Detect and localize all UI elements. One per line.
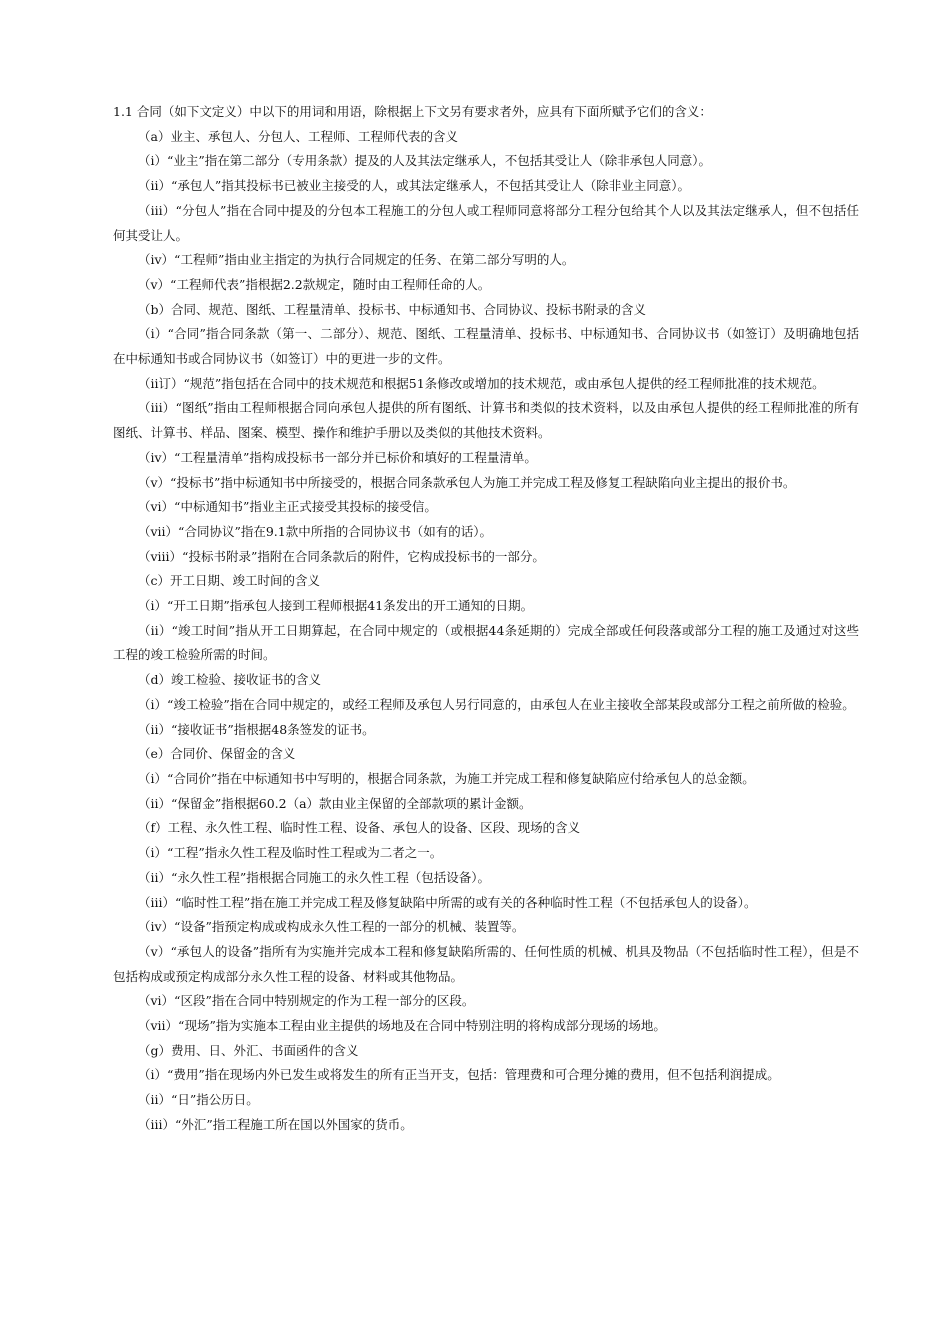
paragraph: （vi）“中标通知书”指业主正式接受其投标的接受信。 — [138, 499, 437, 515]
paragraph: （vii）“现场”指为实施本工程由业主提供的场地及在合同中特别注明的将构成部分现场的场地。 — [138, 1018, 666, 1034]
paragraph: （vii）“合同协议”指在9.1款中所指的合同协议书（如有的话）。 — [138, 523, 492, 539]
document-body — [113, 100, 859, 1138]
paragraph: （v）“工程师代表”指根据2.2款规定，随时由工程师任命的人。 — [138, 276, 491, 292]
paragraph: （a）业主、承包人、分包人、工程师、工程师代表的含义 — [138, 128, 458, 144]
paragraph: （iv）“设备”指预定构成或构成永久性工程的一部分的机械、装置等。 — [138, 919, 525, 935]
paragraph: （iv）“工程量清单”指构成投标书一部分并已标价和填好的工程量清单。 — [138, 449, 537, 465]
paragraph: （i）“竣工检验”指在合同中规定的，或经工程师及承包人另行同意的，由承包人在业主接收全部某段或部分工程之前所做的检验。 — [138, 696, 855, 712]
paragraph: （i）“业主”指在第二部分（专用条款）提及的人及其法定继承人，不包括其受让人（除非承包人同意）。 — [138, 153, 712, 169]
paragraph: （vi）“区段”指在合同中特别规定的作为工程一部分的区段。 — [138, 993, 475, 1009]
paragraph: （ii）“承包人”指其投标书已被业主接受的人，或其法定继承人，不包括其受让人（除非业主同意）。 — [138, 178, 691, 194]
paragraph: （iii）“图纸”指由工程师根据合同向承包人提供的所有图纸、计算书和类似的技术资料，以及由承包人提供的经工程师批准的所有图纸、计算书、样品、图案、模型、操作和维护手册以及类似的其他技术资料。 — [113, 400, 859, 441]
paragraph: （ii）“保留金”指根据60.2（a）款由业主保留的全部款项的累计金额。 — [138, 795, 532, 811]
paragraph: （ii）“永久性工程”指根据合同施工的永久性工程（包括设备）。 — [138, 869, 491, 885]
paragraph: （i）“开工日期”指承包人接到工程师根据41条发出的开工通知的日期。 — [138, 598, 534, 614]
paragraph: （v）“投标书”指中标通知书中所接受的，根据合同条款承包人为施工并完成工程及修复工程缺陷向业主提出的报价书。 — [138, 474, 796, 490]
paragraph: （iii）“分包人”指在合同中提及的分包本工程施工的分包人或工程师同意将部分工程分包给其个人以及其法定继承人，但不包括任何其受让人。 — [113, 202, 859, 243]
section-heading-paragraph: 1.1 合同（如下文定义）中以下的用词和用语，除根据上下文另有要求者外，应具有下面所赋予它们的含义： — [113, 104, 712, 119]
paragraph: （i）“费用”指在现场内外已发生或将发生的所有正当开支，包括：管理费和可合理分摊的费用，但不包括利润提成。 — [138, 1067, 780, 1083]
paragraph: （iii）“临时性工程”指在施工并完成工程及修复缺陷中所需的或有关的各种临时性工程（不包括承包人的设备）。 — [138, 894, 757, 910]
paragraph: （ii）“竣工时间”指从开工日期算起，在合同中规定的（或根据44条延期的）完成全部或任何段落或部分工程的施工及通过对这些工程的竣工检验所需的时间。 — [113, 622, 859, 663]
paragraph: （b）合同、规范、图纸、工程量清单、投标书、中标通知书、合同协议、投标书附录的含义 — [138, 301, 647, 317]
paragraph: （c）开工日期、竣工时间的含义 — [138, 573, 321, 589]
paragraph: （i）“合同价”指在中标通知书中写明的，根据合同条款，为施工并完成工程和修复缺陷应付给承包人的总金额。 — [138, 770, 755, 786]
paragraph: （e）合同价、保留金的含义 — [138, 746, 296, 762]
paragraph: （g）费用、日、外汇、书面函件的含义 — [138, 1042, 359, 1058]
paragraph: （viii）“投标书附录”指附在合同条款后的附件，它构成投标书的一部分。 — [138, 548, 545, 564]
paragraph: （f）工程、永久性工程、临时性工程、设备、承包人的设备、区段、现场的含义 — [138, 820, 581, 836]
paragraph: （ii）“接收证书”指根据48条签发的证书。 — [138, 721, 375, 737]
paragraph: （ii订）“规范”指包括在合同中的技术规范和根据51条修改或增加的技术规范，或由承包人提供的经工程师批准的技术规范。 — [138, 375, 825, 391]
paragraph: （i）“合同”指合同条款（第一、二部分）、规范、图纸、工程量清单、投标书、中标通知书、合同协议书（如签订）及明确地包括在中标通知书或合同协议书（如签订）中的更进一步的文件。 — [113, 326, 859, 367]
paragraph: （d）竣工检验、接收证书的含义 — [138, 672, 322, 688]
paragraph: （iv）“工程师”指由业主指定的为执行合同规定的任务、在第二部分写明的人。 — [138, 252, 575, 268]
paragraph: （iii）“外汇”指工程施工所在国以外国家的货币。 — [138, 1116, 413, 1132]
paragraph: （i）“工程”指永久性工程及临时性工程或为二者之一。 — [138, 845, 443, 861]
paragraph: （v）“承包人的设备”指所有为实施并完成本工程和修复缺陷所需的、任何性质的机械、机具及物品（不包括临时性工程），但是不包括构成或预定构成部分永久性工程的设备、材料或其他物品。 — [113, 943, 859, 984]
paragraph: （ii）“日”指公历日。 — [138, 1092, 259, 1108]
